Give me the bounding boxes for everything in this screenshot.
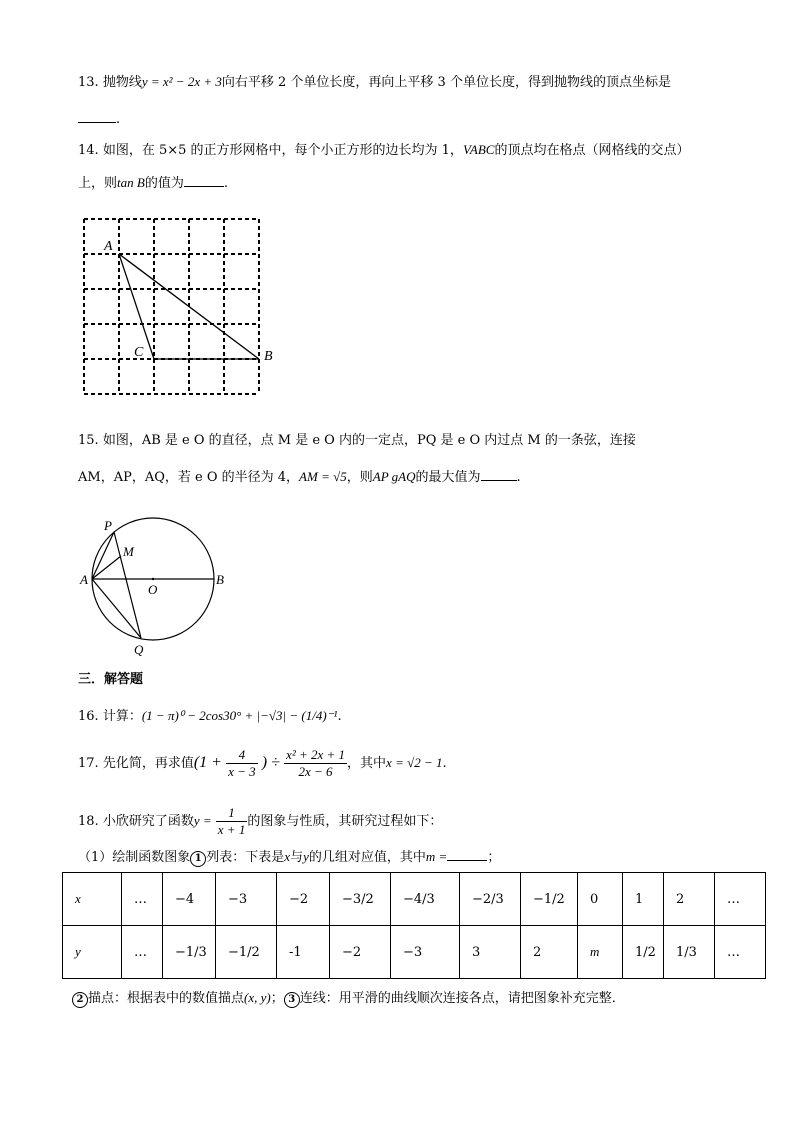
- label-m: M: [123, 544, 134, 559]
- table-cell: …: [122, 926, 163, 979]
- table-cell: x: [63, 873, 122, 926]
- q17: [78, 746, 447, 781]
- table-cell: 0: [578, 873, 623, 926]
- q14-tan: tan B: [117, 175, 145, 190]
- table-cell: −2/3: [460, 873, 521, 926]
- q13-end: .: [116, 112, 121, 127]
- q17-where: ，其中: [347, 756, 387, 771]
- circle-two-icon: 2: [72, 992, 88, 1008]
- q15: [78, 431, 636, 451]
- q17-f2-numerator: x² + 2x + 1: [286, 747, 346, 762]
- table-cell: −1/2: [216, 926, 277, 979]
- q18-part1a: （1）绘制函数图象: [78, 850, 191, 865]
- table-cell: −3: [216, 873, 277, 926]
- q15-line2: [78, 466, 521, 488]
- table-cell: …: [122, 873, 163, 926]
- q17-f1-numerator: 4: [238, 747, 246, 762]
- table-cell: −3/2: [330, 873, 391, 926]
- q18-text-b: 的图象与性质，其研究过程如下：: [247, 814, 443, 829]
- table-cell: 1: [623, 873, 664, 926]
- q18-point: (x, y): [244, 990, 271, 1005]
- table-cell: −3: [391, 926, 460, 979]
- q18-steps: [72, 988, 625, 1009]
- q18-semi: ；: [270, 991, 284, 1006]
- table-cell: 3: [460, 926, 521, 979]
- q14-end: .: [223, 176, 228, 191]
- q14-line2: [78, 172, 228, 194]
- q17-label: 先化简，再求值: [102, 756, 194, 771]
- q16-end: .: [337, 709, 342, 724]
- q13-text-b: 向右平移 2 个单位长度，再向上平移 3 个单位长度，得到抛物线的顶点坐标是: [221, 75, 671, 90]
- q13-number: 13.: [78, 75, 99, 90]
- q16-expression: (1 − π)⁰ − 2cos30° + |−√3| − (1/4)⁻¹: [141, 708, 338, 723]
- grid-figure: [74, 212, 284, 402]
- q16-number: 16.: [78, 709, 99, 724]
- q14-answer-blank[interactable]: [184, 172, 224, 187]
- label-a: A: [104, 239, 113, 254]
- q14-line2a: 上，则: [78, 176, 118, 191]
- q18-y: y =: [193, 813, 212, 828]
- q18-fraction: [216, 805, 248, 838]
- q13-text-a: 抛物线: [102, 75, 142, 90]
- circle-one-icon: 1: [190, 851, 206, 867]
- q17-xvalue: x = √2 − 1: [386, 755, 443, 770]
- value-table: [62, 872, 766, 979]
- q18-m-blank[interactable]: [447, 846, 487, 861]
- q18-and: 与: [290, 850, 304, 865]
- q18-text-a: 小欣研究了函数: [102, 814, 194, 829]
- table-cell: −4: [163, 873, 216, 926]
- q15-product: AP gAQ: [372, 469, 416, 484]
- q17-f2-denominator: 2x − 6: [284, 763, 347, 780]
- section-title: 三．解答题: [78, 672, 144, 687]
- q18-part1b: 列表：下表是: [206, 850, 285, 865]
- q15-line2b: ，则: [346, 470, 373, 485]
- table-cell: y: [63, 926, 122, 979]
- table-cell: −2: [277, 873, 330, 926]
- q17-end: .: [442, 756, 447, 771]
- q13-answer-blank[interactable]: [78, 108, 116, 123]
- q15-line2a: AM，AP，AQ，若 e O 的半径为 4，: [78, 470, 300, 485]
- q18-m: m =: [425, 849, 448, 864]
- q18-number: 18.: [78, 814, 99, 829]
- table-cell: m: [578, 926, 623, 979]
- q17-fraction-2: [284, 747, 347, 780]
- q13-answer-line: [78, 108, 120, 130]
- table-cell: −1/2: [521, 873, 578, 926]
- q17-number: 17.: [78, 756, 99, 771]
- q15-am: AM = √5: [299, 469, 347, 484]
- q18-part1c: 的几组对应值，其中: [308, 850, 426, 865]
- q13-formula: y = x² − 2x + 3: [141, 74, 222, 89]
- table-row-y: [63, 926, 766, 979]
- label-b2: B: [216, 572, 224, 587]
- q18-part1d: ；: [487, 850, 501, 865]
- q15-end: .: [516, 470, 521, 485]
- table-cell: …: [715, 873, 766, 926]
- q15-number: 15.: [78, 433, 99, 448]
- q14: [78, 140, 689, 161]
- q14-line1: 如图，在 5×5 的正方形网格中，每个小正方形的边长均为 1，: [102, 143, 463, 158]
- circle-three-icon: 3: [284, 992, 300, 1008]
- q14-triangle: VABC: [462, 142, 495, 157]
- label-a2: A: [80, 572, 88, 587]
- q16: [78, 706, 342, 727]
- q18-step2: 描点：根据表中的数值描点: [88, 991, 245, 1006]
- q16-label: 计算：: [102, 709, 142, 724]
- table-cell: 2: [521, 926, 578, 979]
- table-cell: 1/3: [664, 926, 715, 979]
- circle-figure: [76, 512, 236, 660]
- q18-yy: y: [303, 849, 309, 864]
- q17-close: ) ÷: [261, 754, 280, 771]
- q15-line1: 如图，AB 是 e O 的直径，点 M 是 e O 内的一定点，PQ 是 e O 内过点 M 的一条弦，连接: [102, 433, 636, 448]
- table-cell: 2: [664, 873, 715, 926]
- q18-step3: 连线：用平滑的曲线顺次连接各点，请把图象补充完整．: [299, 991, 625, 1006]
- table-cell: −2: [330, 926, 391, 979]
- table-cell: …: [715, 926, 766, 979]
- q18-denominator: x + 1: [217, 822, 246, 837]
- label-q: Q: [134, 642, 144, 657]
- q14-number: 14.: [78, 143, 99, 158]
- table-row-x: [63, 873, 766, 926]
- q15-line2c: 的最大值为: [415, 470, 481, 485]
- table-cell: 1/2: [623, 926, 664, 979]
- q17-f1-denominator: x − 3: [228, 764, 256, 779]
- table-cell: −1/3: [163, 926, 216, 979]
- label-c: C: [134, 345, 144, 360]
- label-p: P: [104, 518, 112, 533]
- q17-open: (1 +: [193, 754, 222, 771]
- label-o: O: [148, 582, 158, 597]
- center-dot: [152, 578, 154, 580]
- q18-numerator: 1: [228, 805, 235, 820]
- q13: [78, 72, 671, 93]
- q18-part1: [78, 846, 500, 868]
- q18-x: x: [284, 849, 291, 864]
- q14-line1b: 的顶点均在格点（网格线的交点）: [494, 143, 690, 158]
- q14-line2b: 的值为: [144, 176, 184, 191]
- label-b: B: [264, 349, 273, 364]
- q18: [78, 804, 442, 839]
- table-cell: -1: [277, 926, 330, 979]
- q15-answer-blank[interactable]: [481, 466, 517, 481]
- q17-fraction-1: [226, 747, 258, 780]
- table-cell: −4/3: [391, 873, 460, 926]
